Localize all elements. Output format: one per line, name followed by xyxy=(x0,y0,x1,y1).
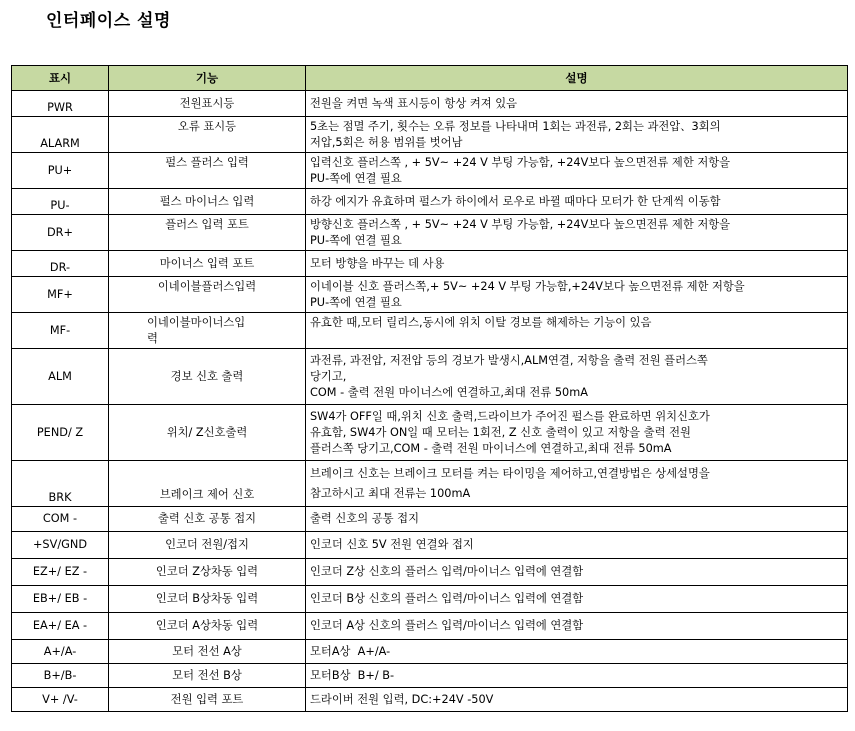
row-symbol: V+ /V- xyxy=(12,688,109,712)
row-description: 인코더 A상 신호의 플러스 입력/마이너스 입력에 연결함 xyxy=(306,613,848,640)
row-function: 모터 전선 B상 xyxy=(109,664,306,688)
row-symbol: EB+/ EB - xyxy=(12,586,109,613)
row-function: 이네이블플러스입력 xyxy=(109,277,306,313)
row-function: 플러스 입력 포트 xyxy=(109,215,306,251)
row-function: 경보 신호 출력 xyxy=(109,349,306,405)
header-description: 설명 xyxy=(306,66,848,91)
row-function: 위치/ Z신호출력 xyxy=(109,405,306,461)
row-description: 브레이크 신호는 브레이크 모터를 켜는 타이밍을 제어하고,연결방법은 상세설명을 참고하시고 최대 전류는 100mA xyxy=(306,461,848,507)
row-description: 방향신호 플러스쪽 , + 5V~ +24 V 부팅 가능함, +24V보다 높으면전류 제한 저항을 PU-쪽에 연결 필요 xyxy=(306,215,848,251)
row-symbol: PWR xyxy=(12,91,109,117)
header-function: 기능 xyxy=(109,66,306,91)
row-symbol: EA+/ EA - xyxy=(12,613,109,640)
table-row xyxy=(12,251,848,277)
row-description: 입력신호 플러스쪽 , + 5V~ +24 V 부팅 가능함, +24V보다 높으면전류 제한 저항을 PU-쪽에 연결 필요 xyxy=(306,153,848,189)
table-row xyxy=(12,559,848,586)
row-function: 마이너스 입력 포트 xyxy=(109,251,306,277)
table-row xyxy=(12,349,848,405)
table-row xyxy=(12,461,848,507)
row-description: SW4가 OFF일 때,위치 신호 출력,드라이브가 주어진 펄스를 완료하면 위치신호가 유효함, SW4가 ON일 때 모터는 1회전, Z 신호 출력이 있고 저항을 출력 전원 플러스쪽 당기고,COM - 출력 전원 마이너스에 연결하고,최대 전류 50mA xyxy=(306,405,848,461)
row-function: 이네이블마이너스입 력 xyxy=(109,313,306,349)
table-row xyxy=(12,586,848,613)
row-description: 5초는 점멸 주기, 횟수는 오류 정보를 나타내며 1회는 과전류, 2회는 과전압、3회의 저압,5회은 허용 범위를 벗어남 xyxy=(306,117,848,153)
page-title: 인터페이스 설명 xyxy=(46,11,171,31)
row-function: 전원 입력 포트 xyxy=(109,688,306,712)
table-row xyxy=(12,91,848,117)
table-row xyxy=(12,613,848,640)
table-row xyxy=(12,640,848,664)
row-symbol: BRK xyxy=(12,461,109,507)
row-symbol: ALM xyxy=(12,349,109,405)
table-row xyxy=(12,153,848,189)
row-description: 드라이버 전원 입력, DC:+24V -50V xyxy=(306,688,848,712)
row-description: 출력 신호의 공통 접지 xyxy=(306,507,848,532)
row-symbol: A+/A- xyxy=(12,640,109,664)
row-function: 인코더 A상차동 입력 xyxy=(109,613,306,640)
interface-table xyxy=(11,65,848,712)
table-row xyxy=(12,117,848,153)
row-function: 인코더 Z상차동 입력 xyxy=(109,559,306,586)
row-description: 인코더 B상 신호의 플러스 입력/마이너스 입력에 연결함 xyxy=(306,586,848,613)
row-function: 인코더 B상차동 입력 xyxy=(109,586,306,613)
table-row xyxy=(12,405,848,461)
row-description: 하강 에지가 유효하며 펄스가 하이에서 로우로 바뀔 때마다 모터가 한 단계씩 이동함 xyxy=(306,189,848,215)
row-function: 펄스 플러스 입력 xyxy=(109,153,306,189)
row-description: 모터B상 B+/ B- xyxy=(306,664,848,688)
row-symbol: COM - xyxy=(12,507,109,532)
table-row xyxy=(12,664,848,688)
row-symbol: MF+ xyxy=(12,277,109,313)
row-description: 인코더 Z상 신호의 플러스 입력/마이너스 입력에 연결함 xyxy=(306,559,848,586)
row-function: 펄스 마이너스 입력 xyxy=(109,189,306,215)
row-description: 과전류, 과전압, 저전압 등의 경보가 발생시,ALM연결, 저항을 출력 전원 플러스쪽 당기고, COM - 출력 전원 마이너스에 연결하고,최대 전류 50mA xyxy=(306,349,848,405)
row-description: 인코더 신호 5V 전원 연결와 접지 xyxy=(306,532,848,559)
row-symbol: PU- xyxy=(12,189,109,215)
row-symbol: ALARM xyxy=(12,117,109,153)
row-function: 브레이크 제어 신호 xyxy=(109,461,306,507)
row-function: 오류 표시등 xyxy=(109,117,306,153)
row-symbol: PEND/ Z xyxy=(12,405,109,461)
row-symbol: EZ+/ EZ - xyxy=(12,559,109,586)
header-symbol: 표시 xyxy=(12,66,109,91)
table-row xyxy=(12,532,848,559)
row-function: 인코더 전원/접지 xyxy=(109,532,306,559)
row-function: 모터 전선 A상 xyxy=(109,640,306,664)
table-row xyxy=(12,688,848,712)
row-symbol: +SV/GND xyxy=(12,532,109,559)
table-row xyxy=(12,313,848,349)
table-row xyxy=(12,507,848,532)
row-description: 전원을 켜면 녹색 표시등이 항상 켜져 있음 xyxy=(306,91,848,117)
row-symbol: MF- xyxy=(12,313,109,349)
row-description: 모터 방향을 바꾸는 데 사용 xyxy=(306,251,848,277)
row-symbol: DR+ xyxy=(12,215,109,251)
row-description: 이네이블 신호 플러스쪽,+ 5V~ +24 V 부팅 가능함,+24V보다 높으면전류 제한 저항을 PU-쪽에 연결 필요 xyxy=(306,277,848,313)
table-row xyxy=(12,189,848,215)
table-row xyxy=(12,277,848,313)
row-description: 모터A상 A+/A- xyxy=(306,640,848,664)
row-symbol: DR- xyxy=(12,251,109,277)
row-symbol: PU+ xyxy=(12,153,109,189)
row-symbol: B+/B- xyxy=(12,664,109,688)
row-function: 전원표시등 xyxy=(109,91,306,117)
row-function: 출력 신호 공통 접지 xyxy=(109,507,306,532)
row-description: 유효한 때,모터 릴리스,동시에 위치 이탈 경보를 해제하는 기능이 있음 xyxy=(306,313,848,349)
table-row xyxy=(12,215,848,251)
table-header-row xyxy=(12,66,848,91)
